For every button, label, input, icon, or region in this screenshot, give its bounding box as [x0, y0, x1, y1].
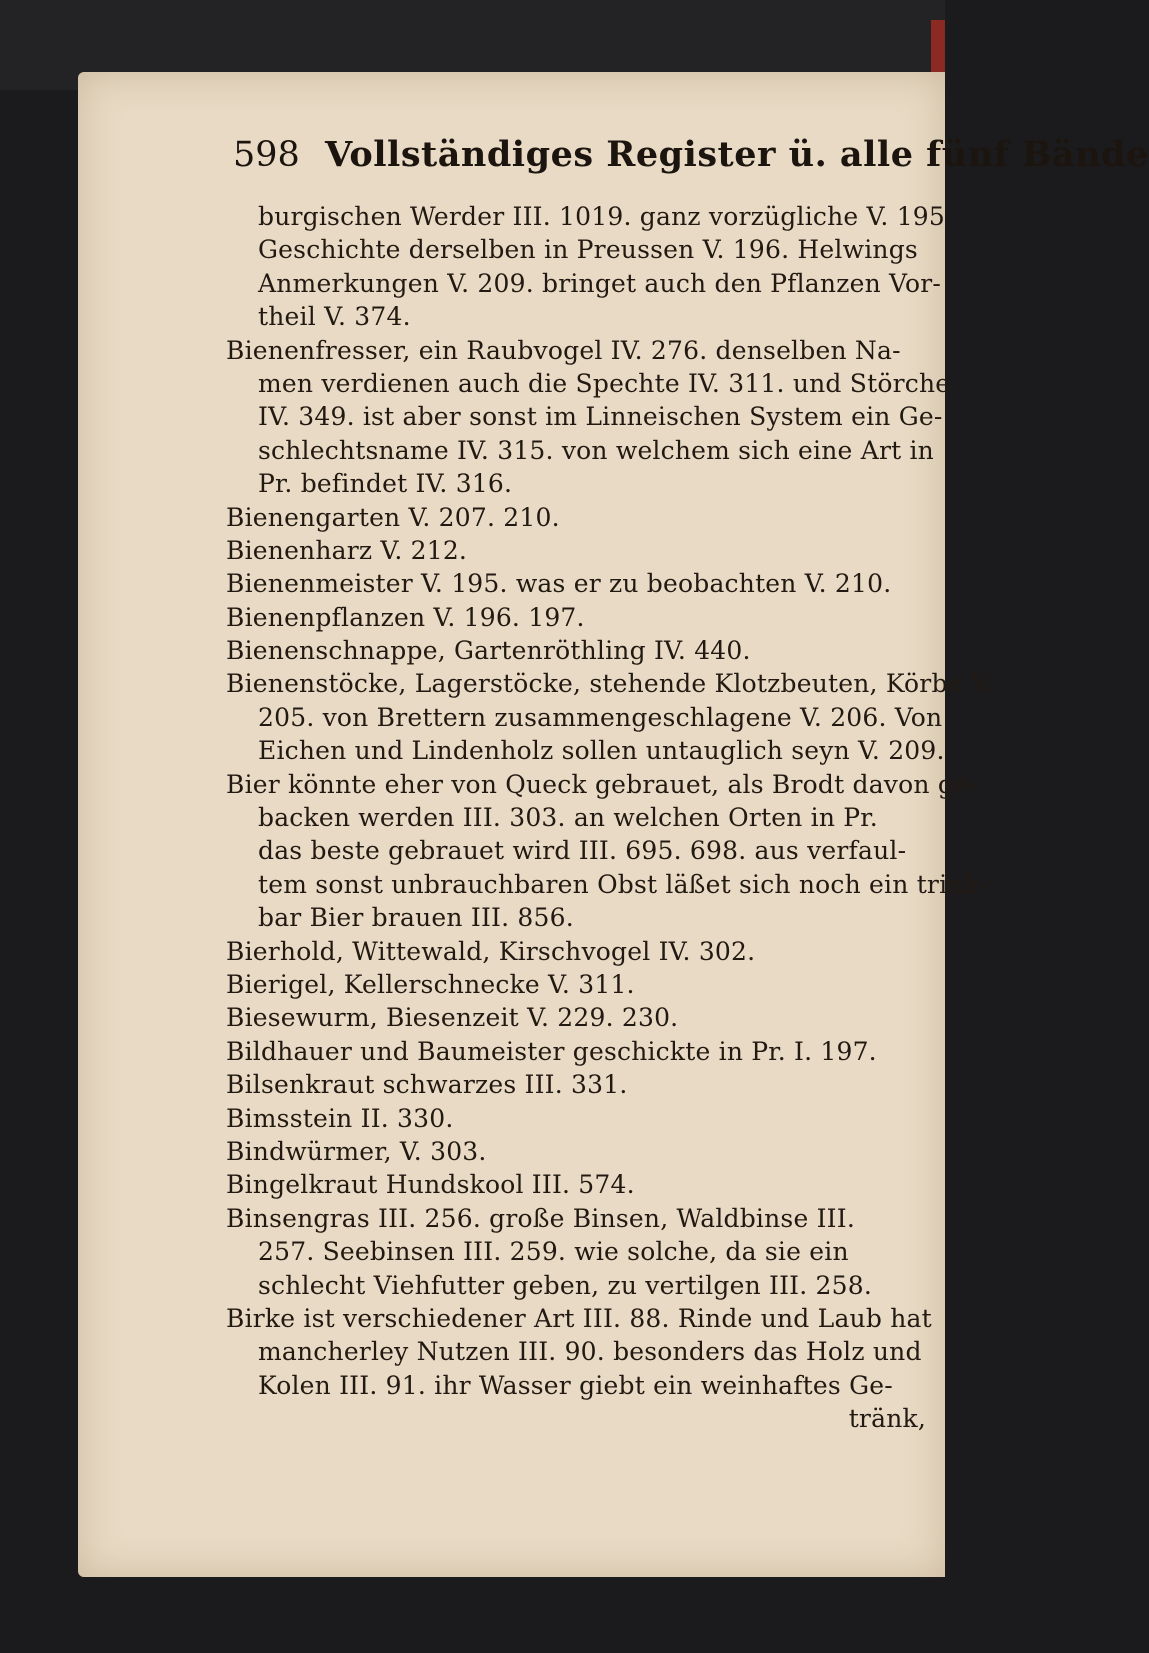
index-entry-line: Bienenschnappe, Gartenröthling IV. 440. [226, 636, 751, 666]
index-continuation-line: schlecht Viehfutter geben, zu vertilgen III. 258. [258, 1270, 873, 1300]
index-entry-line: Bierhold, Wittewald, Kirschvogel IV. 302. [226, 936, 756, 966]
index-entry-line: Biesewurm, Biesenzeit V. 229. 230. [226, 1003, 679, 1033]
index-continuation-line: backen werden III. 303. an welchen Orten in Pr. [258, 803, 878, 833]
index-entry-line: Bienenfresser, ein Raubvogel IV. 276. denselben Na- [226, 335, 901, 365]
index-entry-line: Bildhauer und Baumeister geschickte in Pr. I. 197. [226, 1036, 877, 1066]
index-entry-line: Bindwürmer, V. 303. [226, 1136, 487, 1166]
index-continuation-line: bar Bier brauen III. 856. [258, 903, 574, 933]
index-entry-line: Bierigel, Kellerschnecke V. 311. [226, 969, 635, 999]
index-entry-line: Bienenharz V. 212. [226, 535, 468, 565]
book-page [78, 72, 1149, 1577]
index-continuation-line: theil V. 374. [258, 302, 411, 332]
index-continuation-line: schlechtsname IV. 315. von welchem sich eine Art in [258, 435, 934, 465]
index-entry-line: Binsengras III. 256. große Binsen, Waldbinse III. [226, 1203, 855, 1233]
index-continuation-line: mancherley Nutzen III. 90. besonders das Holz und [258, 1337, 922, 1367]
index-continuation-line: tem sonst unbrauchbaren Obst läßet sich noch ein trink- [258, 869, 988, 899]
index-continuation-line: Kolen III. 91. ihr Wasser giebt ein weinhaftes Ge- [258, 1370, 893, 1400]
index-entry-line: Birke ist verschiedener Art III. 88. Rinde und Laub hat [226, 1303, 932, 1333]
index-continuation-line: tränk, [848, 1404, 926, 1434]
index-entry-line: Bienenpflanzen V. 196. 197. [226, 602, 585, 632]
index-entries [226, 200, 993, 1500]
index-continuation-line: das beste gebrauet wird III. 695. 698. aus verfaul- [258, 836, 907, 866]
page-header [233, 134, 1149, 184]
index-continuation-line: men verdienen auch die Spechte IV. 311. und Störche [258, 368, 951, 398]
index-continuation-line: IV. 349. ist aber sonst im Linneischen System ein Ge- [258, 402, 943, 432]
index-continuation-line: Pr. befindet IV. 316. [258, 469, 513, 499]
index-continuation-line: 205. von Brettern zusammengeschlagene V. 206. Von [258, 702, 943, 732]
index-entry-line: Bier könnte eher von Queck gebrauet, als Brodt davon ge- [226, 769, 978, 799]
index-continuation-line: Eichen und Lindenholz sollen untauglich seyn V. 209. [258, 736, 945, 766]
index-continuation-line: burgischen Werder III. 1019. ganz vorzügliche V. 195. [258, 202, 954, 231]
index-continuation-line: 257. Seebinsen III. 259. wie solche, da sie ein [258, 1237, 849, 1267]
index-continuation-line: Anmerkungen V. 209. bringet auch den Pflanzen Vor- [258, 268, 942, 298]
index-entry-line: Bimsstein II. 330. [226, 1103, 454, 1133]
index-continuation-line: Geschichte derselben in Preussen V. 196. Helwings [258, 235, 918, 265]
page-number: 598 [233, 135, 300, 175]
index-entry-line: Bienenmeister V. 195. was er zu beobachten V. 210. [226, 569, 892, 599]
index-entry-line: Bilsenkraut schwarzes III. 331. [226, 1070, 628, 1100]
index-entry-line: Bingelkraut Hundskool III. 574. [226, 1170, 635, 1200]
running-title: Vollständiges Register ü. alle fünf Bände [324, 134, 1149, 175]
index-entry-line: Bienenstöcke, Lagerstöcke, stehende Klotzbeuten, Körbe V. [226, 669, 993, 699]
index-entry-line: Bienengarten V. 207. 210. [226, 502, 560, 532]
